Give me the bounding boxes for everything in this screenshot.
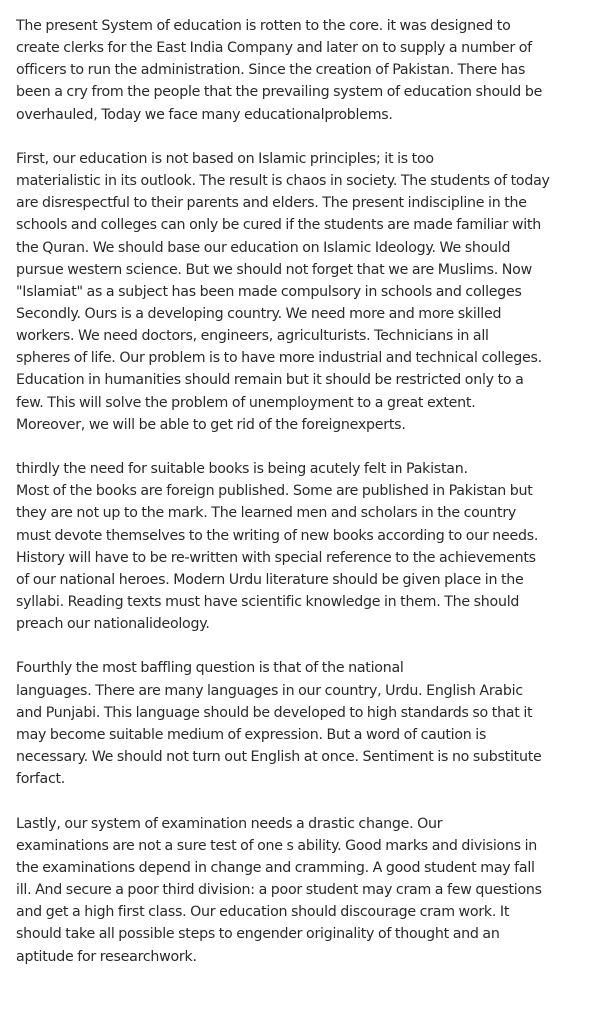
text-line: they are not up to the mark. The learned men and scholars in the country (16, 505, 517, 522)
text-line: pursue western science. But we should not forget that we are Muslims. Now (16, 261, 532, 278)
paragraph-2 (16, 148, 584, 436)
text-line: the Quran. We should base our education on Islamic Ideology. We should (16, 239, 511, 256)
paragraph-4 (16, 657, 584, 790)
text-line: First, our education is not based on Islamic principles; it is too (16, 150, 434, 167)
text-line: are disrespectful to their parents and elders. The present indiscipline in the (16, 195, 527, 212)
text-line: must devote themselves to the writing of new books according to our needs. (16, 527, 539, 544)
text-line: History will have to be re-written with special reference to the achievements (16, 549, 536, 566)
text-line: officers to run the administration. Since the creation of Pakistan. There has (16, 62, 526, 79)
text-line: of our national heroes. Modern Urdu literature should be given place in the (16, 571, 524, 588)
text-line: Most of the books are foreign published. Some are published in Pakistan but (16, 483, 533, 500)
text-line: materialistic in its outlook. The result is chaos in society. The students of today (16, 173, 550, 190)
text-line: thirdly the need for suitable books is being acutely felt in Pakistan. (16, 461, 468, 478)
text-line: may become suitable medium of expression. But a word of caution is (16, 726, 487, 743)
text-line: "Islamiat" as a subject has been made compulsory in schools and colleges (16, 283, 522, 300)
text-line: few. This will solve the problem of unemployment to a great extent. (16, 394, 476, 411)
paragraph-1 (16, 15, 584, 126)
text-line: been a cry from the people that the prevailing system of education should be (16, 84, 543, 101)
text-line: Fourthly the most baffling question is that of the national (16, 660, 404, 677)
text-line: Lastly, our system of examination needs a drastic change. Our (16, 815, 443, 832)
text-line: Secondly. Ours is a developing country. We need more and more skilled (16, 306, 502, 323)
text-line: The present System of education is rotten to the core. it was designed to (16, 18, 511, 34)
text-line: Moreover, we will be able to get rid of the foreignexperts. (16, 416, 406, 433)
text-line: necessary. We should not turn out English at once. Sentiment is no substitute (16, 749, 542, 766)
text-line: overhauled, Today we face many educationalproblems. (16, 106, 393, 123)
text-line: aptitude for researchwork. (16, 948, 197, 965)
text-line: the examinations depend in change and cramming. A good student may fall (16, 859, 535, 876)
text-line: Education in humanities should remain but it should be restricted only to a (16, 372, 524, 389)
text-line: and get a high first class. Our education should discourage cram work. It (16, 904, 510, 921)
document-body (16, 15, 584, 990)
text-line: languages. There are many languages in our country, Urdu. English Arabic (16, 682, 523, 699)
text-line: spheres of life. Our problem is to have more industrial and technical colleges. (16, 350, 542, 367)
text-line: examinations are not a sure test of one s ability. Good marks and divisions in (16, 837, 538, 854)
text-line: schools and colleges can only be cured if the students are made familiar with (16, 217, 541, 234)
text-line: ill. And secure a poor third division: a poor student may cram a few questions (16, 882, 542, 899)
text-line: create clerks for the East India Company and later on to supply a number of (16, 40, 532, 57)
text-line: workers. We need doctors, engineers, agriculturists. Technicians in all (16, 328, 489, 345)
text-line: should take all possible steps to engender originality of thought and an (16, 926, 500, 943)
text-line: syllabi. Reading texts must have scientific knowledge in them. The should (16, 594, 520, 611)
paragraph-5 (16, 813, 584, 968)
text-line: preach our nationalideology. (16, 616, 210, 633)
text-line: forfact. (16, 771, 66, 788)
paragraph-3 (16, 458, 584, 635)
text-line: and Punjabi. This language should be developed to high standards so that it (16, 704, 533, 721)
